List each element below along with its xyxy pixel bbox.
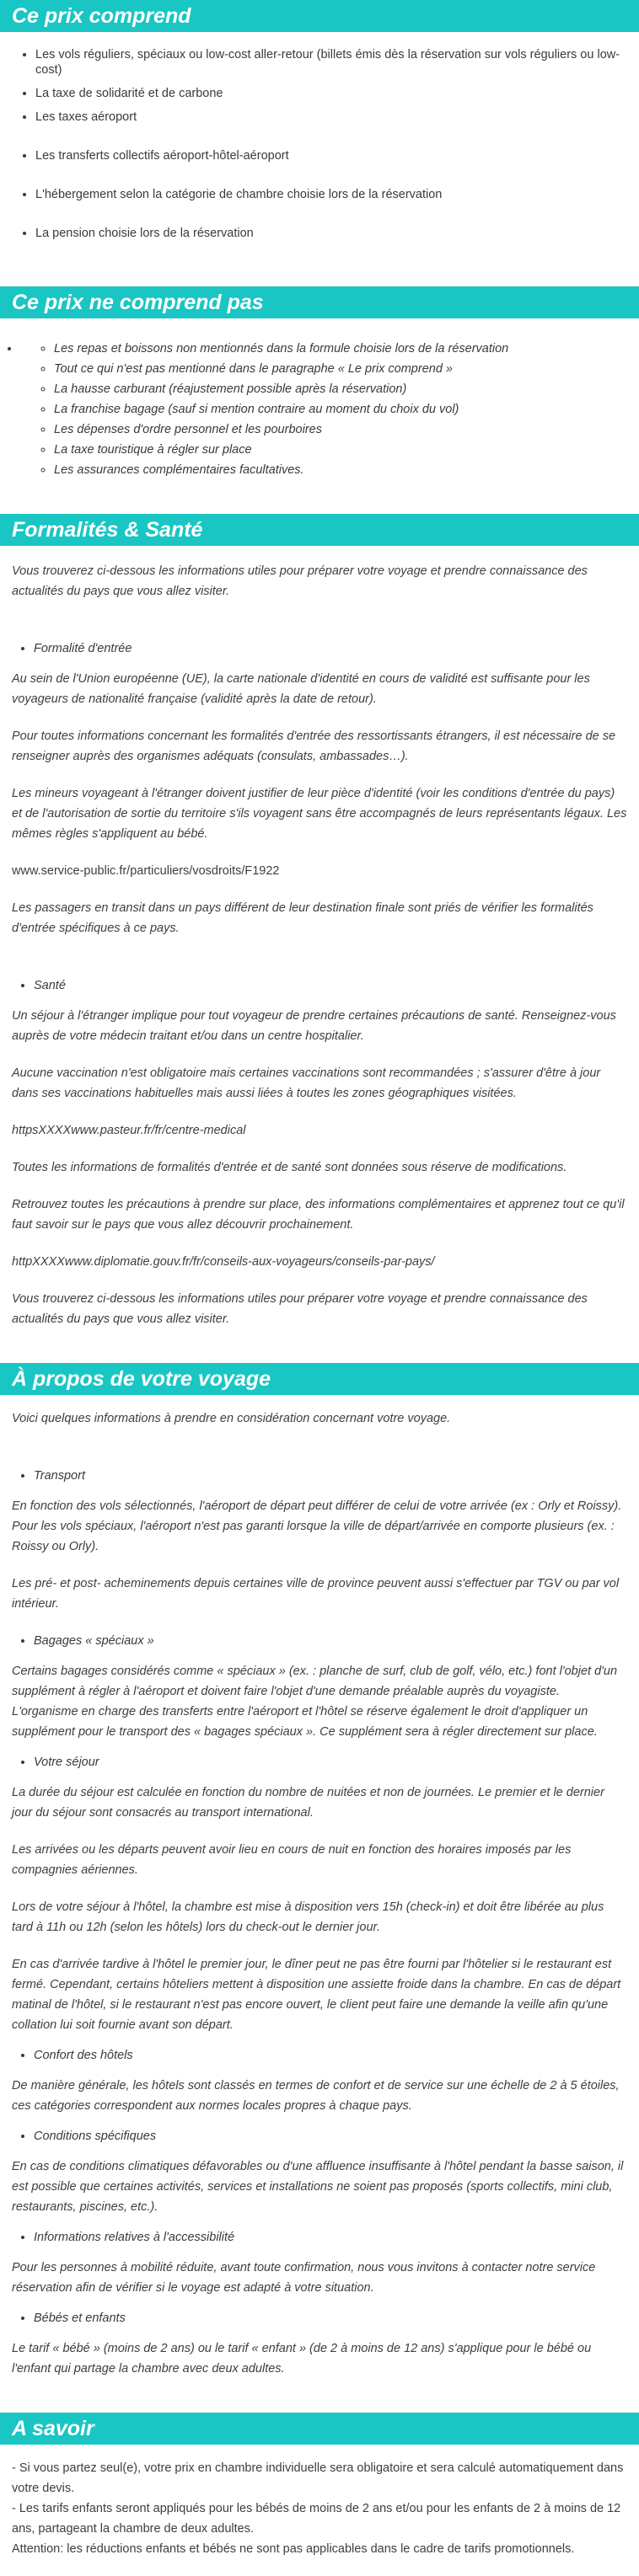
subheading-list	[0, 2308, 639, 2328]
section-title: À propos de votre voyage	[0, 1363, 639, 1395]
paragraph: En cas d'arrivée tardive à l'hôtel le premier jour, le dîner peut ne pas être fourni par l'hôtelier si le restaurant est fermé. Cependant, certains hôteliers mettent à disposition une assiette froide dans la chambre. En cas de départ matinal de l'hôtel, si le restaurant n'est pas encore ouvert, le client peut faire une demande la veille afin qu'une collation lui soit fournie avant son départ.	[12, 1958, 621, 2032]
paragraph: Vous trouverez ci-dessous les informations utiles pour préparer votre voyage et prendre connaissance des actualités du pays que vous allez visiter.	[12, 1292, 588, 1326]
paragraph: httpsXXXXwww.pasteur.fr/fr/centre-medical	[12, 1124, 246, 1137]
section-prix-ne-comprend	[0, 286, 639, 480]
excluded-sublist	[29, 339, 639, 480]
subheading-sante: • Santé	[34, 975, 639, 996]
section-a-savoir	[0, 2413, 639, 2576]
section-title: Ce prix comprend	[0, 0, 639, 32]
list-item: ◦ • Les repas et boissons non mentionnés dans la formule choisie lors de la réservation	[54, 339, 639, 359]
paragraph: www.service-public.fr/particuliers/vosdroits/F1922	[12, 864, 280, 878]
list-item: • La pension choisie lors de la réservation	[35, 226, 639, 241]
section-title: A savoir	[0, 2413, 639, 2445]
included-list	[0, 47, 639, 241]
list-item: ◦ Les assurances complémentaires facultatives.	[54, 460, 639, 480]
subheading-confort: • Confort des hôtels	[34, 2045, 639, 2066]
subheading-formalite: • Formalité d'entrée	[34, 639, 639, 659]
paragraph: Un séjour à l'étranger implique pour tout voyageur de prendre certaines précautions de santé. Renseignez-vous auprès de votre médecin traitant et/ou dans un centre hospitalier.	[12, 1009, 616, 1043]
subheading-list	[0, 975, 639, 996]
list-item: ◦ La franchise bagage (sauf si mention contraire au moment du choix du vol)	[54, 399, 639, 420]
paragraph: En fonction des vols sélectionnés, l'aéroport de départ peut différer de celui de votre arrivée (ex : Orly et Roissy). Pour les vols spéciaux, l'aéroport n'est pas garanti lorsque la ville de départ/arrivée en comporte plusieurs (ex. : Roissy ou Orly).	[12, 1499, 622, 1553]
subheading-list	[0, 2227, 639, 2247]
paragraph: Certains bagages considérés comme « spéciaux » (ex. : planche de surf, club de golf, vélo, etc.) font l'objet d'un supplément à régler à l'aéroport et doivent faire l'objet d'une demande préalable auprès du voyagiste. L'organisme en charge des transferts entre l'aéroport et l'hôtel se réserve également le droit d'appliquer un supplément pour le transport des « bagages spéciaux ». Ce supplément sera à régler directement sur place.	[12, 1665, 618, 1739]
subheading-sejour: • Votre séjour	[34, 1752, 639, 1772]
paragraph: Le tarif « bébé » (moins de 2 ans) ou le tarif « enfant » (de 2 à moins de 12 ans) s'applique pour le bébé ou l'enfant qui partage la chambre avec deux adultes.	[12, 2342, 592, 2376]
paragraph: - Si vous partez seul(e), votre prix en chambre individuelle sera obligatoire et sera calculé automatiquement dans votre devis.	[12, 2461, 624, 2495]
section-formalites-sante	[0, 514, 639, 1329]
paragraph: - Les tarifs enfants seront appliqués pour les bébés de moins de 2 ans et/ou pour les enfants de 2 à moins de 12 ans, partageant la chambre de deux adultes.	[12, 2502, 621, 2536]
paragraph: httpXXXXwww.diplomatie.gouv.fr/fr/conseils-aux-voyageurs/conseils-par-pays/	[12, 1255, 435, 1269]
paragraph: Les mineurs voyageant à l'étranger doivent justifier de leur pièce d'identité (voir les conditions d'entrée du pays) et de l'autorisation de sortie du territoire s'ils voyagent sans être accompagnés de leurs représentants légaux. Les mêmes règles s'appliquent au bébé.	[12, 787, 627, 841]
list-item: • Les transferts collectifs aéroport-hôtel-aéroport	[35, 148, 639, 163]
paragraph: Retrouvez toutes les précautions à prendre sur place, des informations complémentaires et apprenez tout ce qu'il faut savoir sur le pays que vous allez découvrir prochainement.	[12, 1198, 625, 1232]
subheading-accessibilite: • Informations relatives à l'accessibilité	[34, 2227, 639, 2247]
paragraph: La durée du séjour est calculée en fonction du nombre de nuitées et non de journées. Le premier et le dernier jour du séjour sont consacrés au transport international.	[12, 1786, 604, 1820]
paragraph: Les pré- et post- acheminements depuis certaines ville de province peuvent aussi s'effectuer par TGV ou par vol intérieur.	[12, 1577, 620, 1611]
subheading-transport: • Transport	[34, 1466, 639, 1486]
paragraph: Attention: les réductions enfants et bébés ne sont pas applicables dans le cadre de tarifs promotionnels.	[12, 2542, 575, 2556]
paragraph: Voici quelques informations à prendre en considération concernant votre voyage.	[12, 1412, 451, 1425]
paragraph: En cas de conditions climatiques défavorables ou d'une affluence insuffisante à l'hôtel pendant la basse saison, il est possible que certaines activités, services et installations ne soient pas proposés (sports collectifs, mini club, restaurants, piscines, etc.).	[12, 2160, 624, 2214]
subheading-conditions: • Conditions spécifiques	[34, 2126, 639, 2146]
subheading-list	[0, 1466, 639, 1486]
paragraph: Au sein de l'Union européenne (UE), la carte nationale d'identité en cours de validité est suffisante pour les voyageurs de nationalité française (validité après la date de retour).	[12, 672, 590, 706]
list-item: ◦ La hausse carburant (réajustement possible après la réservation)	[54, 379, 639, 399]
list-item: • La taxe de solidarité et de carbone	[35, 86, 639, 101]
section-title: Formalités & Santé	[0, 514, 639, 546]
subheading-list	[0, 2045, 639, 2066]
list-item: • Les taxes aéroport	[35, 110, 639, 125]
paragraph: Vous trouverez ci-dessous les informations utiles pour préparer votre voyage et prendre connaissance des actualités du pays que vous allez visiter.	[12, 564, 588, 598]
list-item	[20, 339, 639, 480]
list-item: • Les vols réguliers, spéciaux ou low-cost aller-retour (billets émis dès la réservation sur vols réguliers ou low-cost)	[35, 47, 639, 77]
list-item: ◦ Tout ce qui n'est pas mentionné dans le paragraphe « Le prix comprend »	[54, 359, 639, 379]
section-prix-comprend	[0, 0, 639, 241]
section-a-propos	[0, 1363, 639, 2379]
section-title: Ce prix ne comprend pas	[0, 286, 639, 318]
subheading-list	[0, 1631, 639, 1651]
paragraph: Aucune vaccination n'est obligatoire mais certaines vaccinations sont recommandées ; s'assurer d'être à jour dans ses vaccinations habituelles mais aussi liées à toutes les zones géographiques visitées.	[12, 1066, 601, 1100]
subheading-list	[0, 1752, 639, 1772]
excluded-list	[0, 339, 639, 480]
subheading-bebes: • Bébés et enfants	[34, 2308, 639, 2328]
subheading-list	[0, 639, 639, 659]
paragraph: Toutes les informations de formalités d'entrée et de santé sont données sous réserve de modifications.	[12, 1161, 567, 1174]
list-item: • L'hébergement selon la catégorie de chambre choisie lors de la réservation	[35, 187, 639, 202]
paragraph: Lors de votre séjour à l'hôtel, la chambre est mise à disposition vers 15h (check-in) et doit être libérée au plus tard à 11h ou 12h (selon les hôtels) lors du check-out le dernier jour.	[12, 1900, 604, 1934]
paragraph: Pour toutes informations concernant les formalités d'entrée des ressortissants étrangers, il est nécessaire de se renseigner auprès des organismes adéquats (consulats, ambassades…).	[12, 730, 616, 763]
paragraph: Les passagers en transit dans un pays différent de leur destination finale sont priés de vérifier les formalités d'entrée spécifiques à ce pays.	[12, 901, 593, 935]
list-item: ◦ Les dépenses d'ordre personnel et les pourboires	[54, 420, 639, 440]
paragraph: Pour les personnes à mobilité réduite, avant toute confirmation, nous vous invitons à contacter notre service réservation afin de vérifier si le voyage est adapté à votre situation.	[12, 2261, 596, 2295]
subheading-bagages: • Bagages « spéciaux »	[34, 1631, 639, 1651]
list-item: ◦ La taxe touristique à régler sur place	[54, 440, 639, 460]
subheading-list	[0, 2126, 639, 2146]
paragraph: De manière générale, les hôtels sont classés en termes de confort et de service sur une échelle de 2 à 5 étoiles, ces catégories correspondent aux normes locales propres à chaque pays.	[12, 2079, 620, 2113]
paragraph: Les arrivées ou les départs peuvent avoir lieu en cours de nuit en fonction des horaires imposés par les compagnies aériennes.	[12, 1843, 572, 1877]
